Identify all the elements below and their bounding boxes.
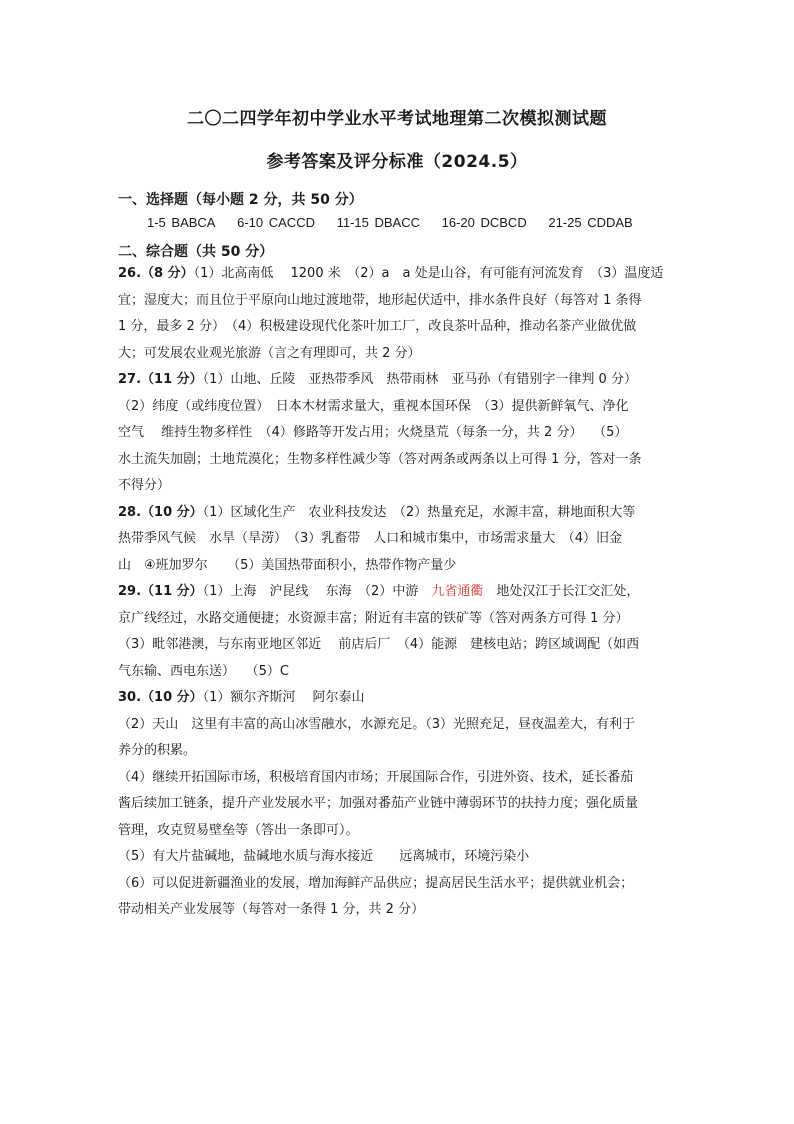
answer-line bbox=[118, 583, 678, 601]
answer-text: （2）天山 这里有丰富的高山冰雪融水，水源充足。（3）光照充足，昼夜温差大，有利于 bbox=[118, 716, 636, 732]
answer-line bbox=[118, 636, 678, 654]
answer-text: 宜；湿度大；而且位于平原向山地过渡地带，地形起伏适中，排水条件良好（每答对 1 条得 bbox=[118, 292, 642, 308]
answer-text: 山 ④班加罗尔 （5）美国热带面积小，热带作物产量少 bbox=[118, 557, 457, 573]
answer-line bbox=[118, 477, 678, 495]
answer-text: 带动相关产业发展等（每答对一条得 1 分，共 2 分） bbox=[118, 902, 425, 917]
document-subtitle: 参考答案及评分标准（2024.5） bbox=[266, 152, 528, 172]
answer-line bbox=[118, 424, 678, 442]
answer-line bbox=[118, 610, 678, 628]
document-title: 二〇二四学年初中学业水平考试地理第二次模拟测试题 bbox=[187, 109, 607, 129]
section-heading-comprehensive: 二、综合题（共 50 分） bbox=[118, 244, 274, 260]
answer-text: 水土流失加剧；土地荒漠化；生物多样性减少等（答对两条或两条以上可得 1 分，答对一条 bbox=[118, 451, 642, 467]
answer-line bbox=[118, 345, 678, 363]
answer-line bbox=[118, 875, 678, 893]
answer-line bbox=[118, 795, 678, 813]
question-number: 27.（11 分） bbox=[118, 372, 203, 387]
answer-line bbox=[118, 901, 678, 919]
answer-text: 空气 维持生物多样性 （4）修路等开发占用；火烧垦荒（每条一分，共 2 分） （5） bbox=[118, 425, 628, 440]
question-number: 30.（10 分） bbox=[118, 690, 203, 705]
answer-line bbox=[118, 742, 678, 760]
answer-text: 气东输、西电东送） （5）C bbox=[118, 663, 289, 679]
answer-line bbox=[118, 769, 678, 787]
answer-text: 养分的积累。 bbox=[118, 743, 197, 758]
answer-line bbox=[118, 557, 678, 575]
answer-line bbox=[118, 848, 678, 866]
question-number: 28.（10 分） bbox=[118, 504, 203, 520]
answer-line bbox=[118, 292, 678, 310]
section-heading-choice: 一、选择题（每小题 2 分，共 50 分） bbox=[118, 192, 363, 208]
answer-line bbox=[118, 265, 678, 283]
answer-text: （3）毗邻港澳，与东南亚地区邻近 前店后厂 （4）能源 建核电站；跨区域调配（如西 bbox=[118, 637, 640, 652]
answer-text: 1 分，最多 2 分） （4）积极建设现代化茶叶加工厂，改良茶叶品种，推动名茶产业做优做 bbox=[118, 319, 637, 334]
answer-text: 管理，攻克贸易壁垒等（答出一条即可）。 bbox=[118, 822, 359, 838]
answer-line bbox=[118, 504, 678, 522]
answer-text: （6）可以促进新疆渔业的发展，增加海鲜产品供应；提高居民生活水平；提供就业机会； bbox=[118, 875, 634, 891]
answer-group: 16-20 DCBCD bbox=[441, 215, 527, 230]
highlighted-answer: 九省通衢 bbox=[431, 584, 484, 599]
answer-group: 21-25 CDDAB bbox=[548, 215, 633, 230]
answer-text: 不得分） bbox=[118, 478, 171, 493]
answer-group: 6-10 CACCD bbox=[237, 215, 315, 230]
answer-text: （1）区域化生产 农业科技发达 （2）热量充足，水源丰富，耕地面积大等 bbox=[202, 504, 636, 520]
answer-group: 1-5 BABCA bbox=[147, 215, 216, 230]
answer-text: 热带季风气候 水旱（旱涝） （3）乳畜带 人口和城市集中，市场需求量大 （4）旧金 bbox=[118, 531, 623, 546]
answer-line bbox=[118, 530, 678, 548]
choice-answers bbox=[147, 215, 649, 230]
answer-line bbox=[118, 451, 678, 469]
question-number: 29.（11 分） bbox=[118, 584, 203, 599]
answer-text: （1）上海 沪昆线 东海 （2）中游 bbox=[202, 584, 432, 599]
answer-text: （1）山地、丘陵 亚热带季风 热带雨林 亚马孙（有错别字一律判 0 分） bbox=[202, 372, 637, 387]
answer-text: （2）纬度（或纬度位置） 日本木材需求量大，重视本国环保 （3）提供新鲜氧气、净化 bbox=[118, 398, 629, 414]
answer-line bbox=[118, 689, 678, 707]
answer-line bbox=[118, 371, 678, 389]
answer-text: 京广线经过，水路交通便捷；水资源丰富；附近有丰富的铁矿等（答对两条方可得 1 分） bbox=[118, 610, 629, 626]
answer-text: 酱后续加工链条，提升产业发展水平；加强对番茄产业链中薄弱环节的扶持力度；强化质量 bbox=[118, 796, 639, 811]
answer-line bbox=[118, 663, 678, 681]
answer-text: （1）北高南低 1200 米 （2）a a 处是山谷，有可能有河流发育 （3）温度适 bbox=[193, 266, 664, 281]
answer-group: 11-15 DBACC bbox=[336, 215, 420, 230]
answer-text: （4）继续开拓国际市场，积极培育国内市场；开展国际合作，引进外资、技术，延长番茄 bbox=[118, 769, 634, 785]
answer-line bbox=[118, 822, 678, 840]
answer-text: 地处汉江于长江交汇处， bbox=[483, 584, 640, 599]
answer-text: （5）有大片盐碱地，盐碱地水质与海水接近 远离城市，环境污染小 bbox=[118, 849, 530, 864]
answer-line bbox=[118, 716, 678, 734]
answer-text: 大；可发展农业观光旅游（言之有理即可，共 2 分） bbox=[118, 345, 421, 361]
question-number: 26.（8 分） bbox=[118, 266, 194, 281]
answer-text: （1）额尔齐斯河 阿尔泰山 bbox=[202, 690, 365, 705]
answer-line bbox=[118, 318, 678, 336]
answer-line bbox=[118, 398, 678, 416]
